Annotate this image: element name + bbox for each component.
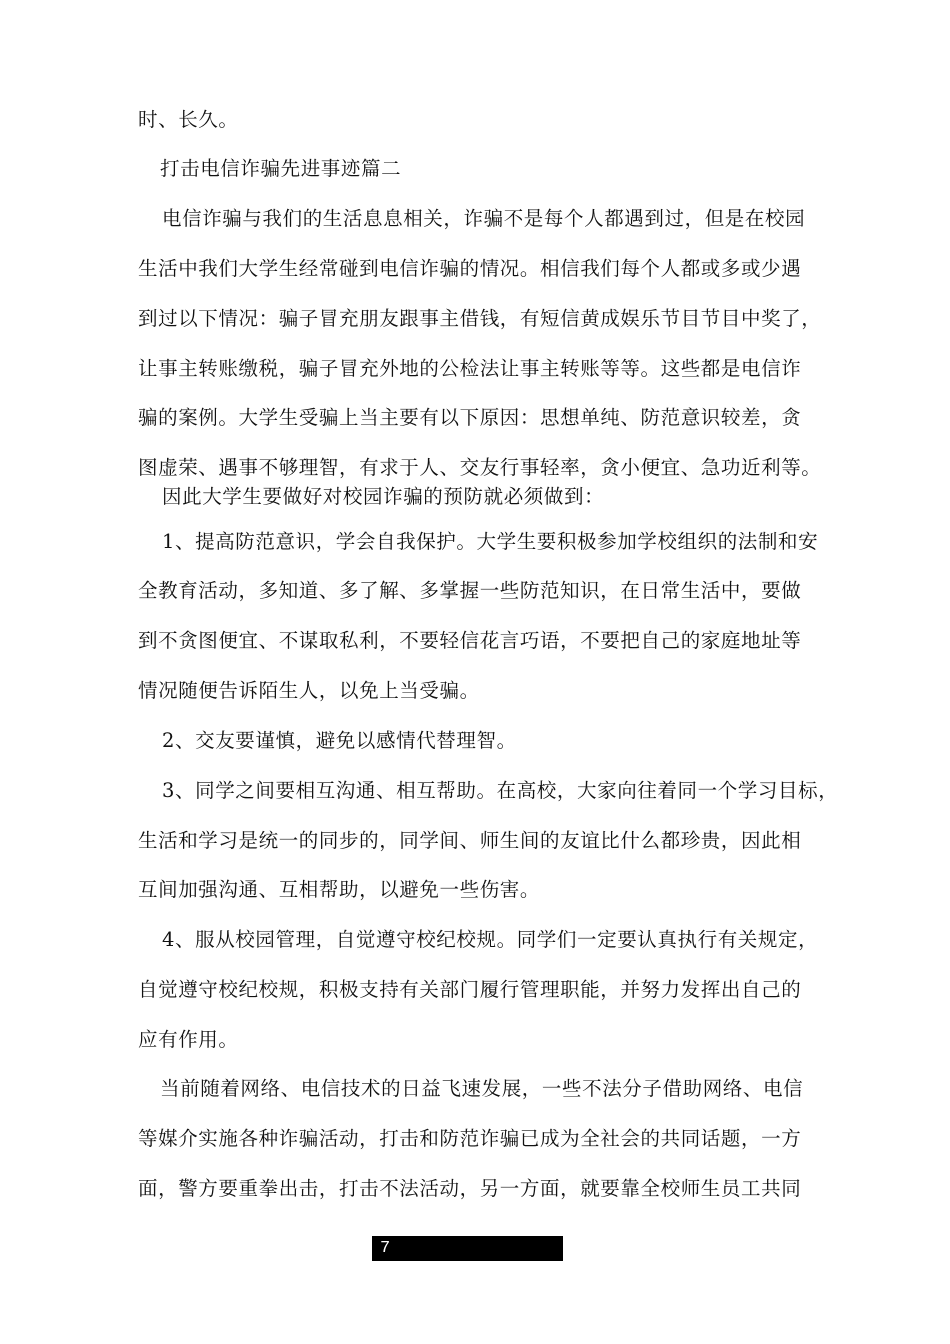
text-line: 面，警方要重拳出击，打击不法活动，另一方面，就要靠全校师生员工共同 [138,1177,802,1200]
list-item-2: 2、交友要谨慎，避免以感情代替理智。 [162,729,517,752]
text-line: 等媒介实施各种诈骗活动，打击和防范诈骗已成为全社会的共同话题，一方 [138,1127,802,1150]
text-line: 全教育活动，多知道、多了解、多掌握一些防范知识，在日常生活中，要做 [138,579,802,602]
text-line: 到不贪图便宜、不谋取私利，不要轻信花言巧语，不要把自己的家庭地址等 [138,629,802,652]
list-item-3: 3、同学之间要相互沟通、相互帮助。在高校，大家向往着同一个学习目标， [162,779,839,802]
text-line: 互间加强沟通、互相帮助，以避免一些伤害。 [138,878,541,901]
text-line: 时、长久。 [138,108,239,131]
text-line: 电信诈骗与我们的生活息息相关，诈骗不是每个人都遇到过，但是在校园 [162,207,806,230]
text-line: 让事主转账缴税，骗子冒充外地的公检法让事主转账等等。这些都是电信诈 [138,357,802,380]
text-line: 应有作用。 [138,1028,239,1051]
page-number-bar [372,1236,563,1261]
text-line: 当前随着网络、电信技术的日益飞速发展，一些不法分子借助网络、电信 [160,1077,804,1100]
text-line: 骗的案例。大学生受骗上当主要有以下原因：思想单纯、防范意识较差，贪 [138,406,802,429]
list-item-1: 1、提高防范意识，学会自我保护。大学生要积极参加学校组织的法制和安 [162,530,819,553]
text-line: 图虚荣、遇事不够理智，有求于人、交友行事轻率，贪小便宜、急功近利等。 [138,456,822,479]
page-number: 7 [380,1239,391,1258]
text-line: 因此大学生要做好对校园诈骗的预防就必须做到： [162,485,605,508]
text-line: 到过以下情况：骗子冒充朋友跟事主借钱，有短信黄成娱乐节目节目中奖了， [138,307,822,330]
text-line: 情况随便告诉陌生人，以免上当受骗。 [138,679,480,702]
text-line: 生活和学习是统一的同步的，同学间、师生间的友谊比什么都珍贵，因此相 [138,829,802,852]
text-line: 生活中我们大学生经常碰到电信诈骗的情况。相信我们每个人都或多或少遇 [138,257,802,280]
text-line: 自觉遵守校纪校规，积极支持有关部门履行管理职能，并努力发挥出自己的 [138,978,802,1001]
list-item-4: 4、服从校园管理，自觉遵守校纪校规。同学们一定要认真执行有关规定， [162,928,819,951]
section-heading: 打击电信诈骗先进事迹篇二 [160,157,402,180]
